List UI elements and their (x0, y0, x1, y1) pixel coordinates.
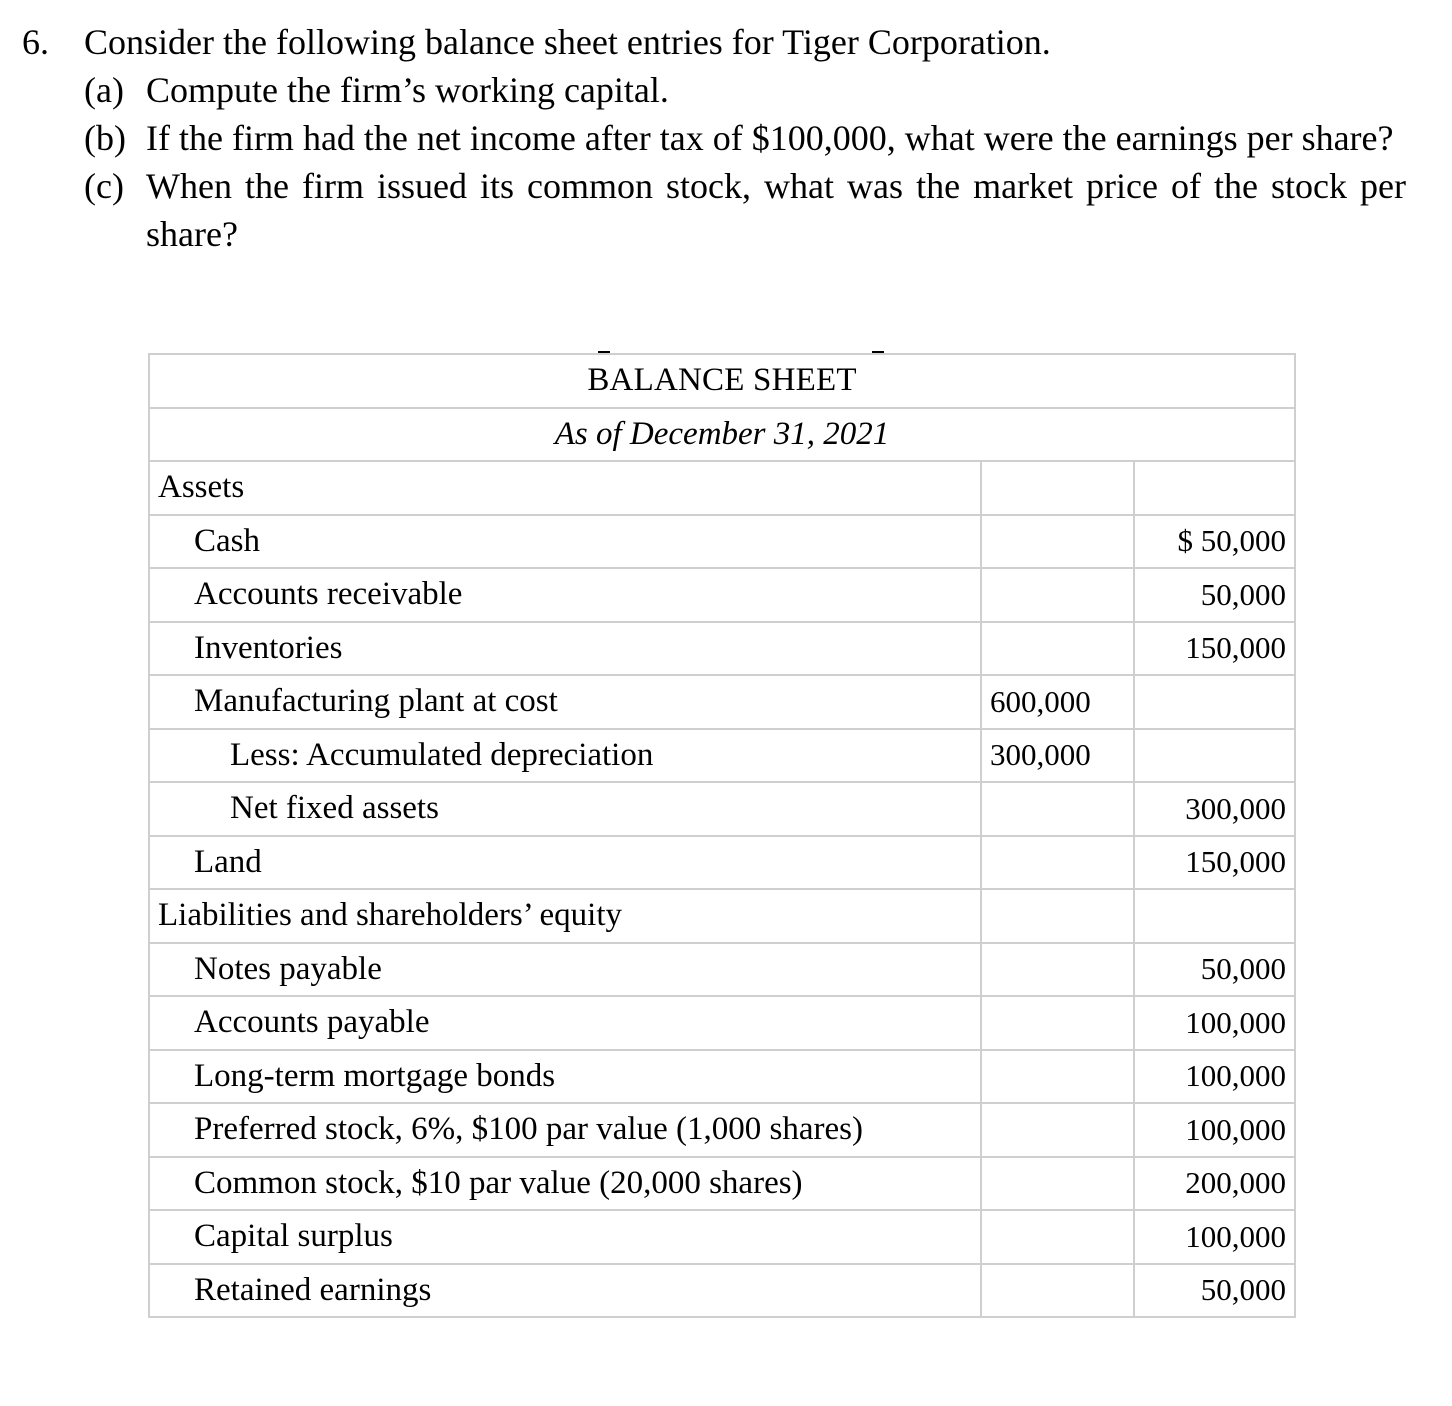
line-item-amount: 50,000 (1134, 568, 1295, 622)
balance-sheet-date-row (149, 408, 1295, 462)
line-item-amount: 100,000 (1134, 996, 1295, 1050)
section-heading: Assets (149, 461, 981, 515)
balance-sheet-table (148, 353, 1296, 1318)
line-item-amount (1134, 729, 1295, 783)
line-item-amount: $ 50,000 (1134, 515, 1295, 569)
question-intro-line (22, 18, 1406, 66)
part-label: (c) (84, 166, 124, 206)
balance-sheet-row (149, 889, 1295, 943)
line-item-label: Long-term mortgage bonds (149, 1050, 981, 1104)
part-text: If the firm had the net income after tax of $100,000, what were the earnings per share? (146, 118, 1394, 158)
line-item-amount: 150,000 (1134, 836, 1295, 890)
line-item-label: Inventories (149, 622, 981, 676)
balance-sheet-row (149, 675, 1295, 729)
line-item-subtotal (981, 889, 1134, 943)
question-part-b (84, 114, 1406, 162)
balance-sheet-row (149, 1210, 1295, 1264)
line-item-label: Less: Accumulated depreciation (149, 729, 981, 783)
line-item-subtotal (981, 1210, 1134, 1264)
line-item-subtotal (981, 461, 1134, 515)
line-item-label: Common stock, $10 par value (20,000 shares) (149, 1157, 981, 1211)
line-item-amount (1134, 461, 1295, 515)
line-item-amount: 100,000 (1134, 1103, 1295, 1157)
question-part-a (84, 66, 1406, 114)
line-item-label: Capital surplus (149, 1210, 981, 1264)
line-item-subtotal (981, 515, 1134, 569)
question-intro: Consider the following balance sheet entries for Tiger Corporation. (84, 22, 1051, 62)
line-item-amount: 100,000 (1134, 1050, 1295, 1104)
question-number: 6. (22, 22, 49, 62)
line-item-label: Net fixed assets (149, 782, 981, 836)
line-item-subtotal: 600,000 (981, 675, 1134, 729)
line-item-label: Manufacturing plant at cost (149, 675, 981, 729)
question-block (22, 18, 1406, 258)
line-item-label: Notes payable (149, 943, 981, 997)
line-item-amount: 50,000 (1134, 1264, 1295, 1318)
line-item-subtotal (981, 1264, 1134, 1318)
question-parts (84, 66, 1406, 258)
balance-sheet-title: BALANCE SHEET (149, 354, 1295, 408)
line-item-subtotal (981, 568, 1134, 622)
balance-sheet-row (149, 729, 1295, 783)
question-part-c (84, 162, 1406, 258)
balance-sheet-row (149, 1264, 1295, 1318)
part-text: Compute the firm’s working capital. (146, 70, 669, 110)
line-item-label: Accounts payable (149, 996, 981, 1050)
balance-sheet-row (149, 996, 1295, 1050)
part-text: When the firm issued its common stock, what was the market price of the stock per share? (146, 166, 1406, 254)
line-item-amount: 150,000 (1134, 622, 1295, 676)
balance-sheet-row (149, 515, 1295, 569)
balance-sheet-row (149, 622, 1295, 676)
balance-sheet-row (149, 1157, 1295, 1211)
balance-sheet-row (149, 568, 1295, 622)
line-item-amount: 300,000 (1134, 782, 1295, 836)
balance-sheet-row (149, 943, 1295, 997)
line-item-subtotal (981, 782, 1134, 836)
balance-sheet-row (149, 1050, 1295, 1104)
balance-sheet-date: As of December 31, 2021 (149, 408, 1295, 462)
line-item-subtotal (981, 996, 1134, 1050)
line-item-subtotal (981, 1050, 1134, 1104)
part-label: (a) (84, 70, 124, 110)
line-item-amount: 50,000 (1134, 943, 1295, 997)
section-heading: Liabilities and shareholders’ equity (149, 889, 981, 943)
line-item-amount: 200,000 (1134, 1157, 1295, 1211)
line-item-label: Land (149, 836, 981, 890)
line-item-amount (1134, 675, 1295, 729)
line-item-subtotal (981, 943, 1134, 997)
balance-sheet-title-row (149, 354, 1295, 408)
line-item-label: Cash (149, 515, 981, 569)
balance-sheet-row (149, 782, 1295, 836)
part-label: (b) (84, 118, 126, 158)
line-item-subtotal (981, 622, 1134, 676)
balance-sheet-row (149, 836, 1295, 890)
line-item-label: Accounts receivable (149, 568, 981, 622)
balance-sheet-row (149, 1103, 1295, 1157)
line-item-label: Retained earnings (149, 1264, 981, 1318)
line-item-subtotal (981, 1103, 1134, 1157)
line-item-subtotal (981, 1157, 1134, 1211)
line-item-subtotal (981, 836, 1134, 890)
line-item-subtotal: 300,000 (981, 729, 1134, 783)
balance-sheet-row (149, 461, 1295, 515)
line-item-label: Preferred stock, 6%, $100 par value (1,000 shares) (149, 1103, 981, 1157)
line-item-amount (1134, 889, 1295, 943)
line-item-amount: 100,000 (1134, 1210, 1295, 1264)
